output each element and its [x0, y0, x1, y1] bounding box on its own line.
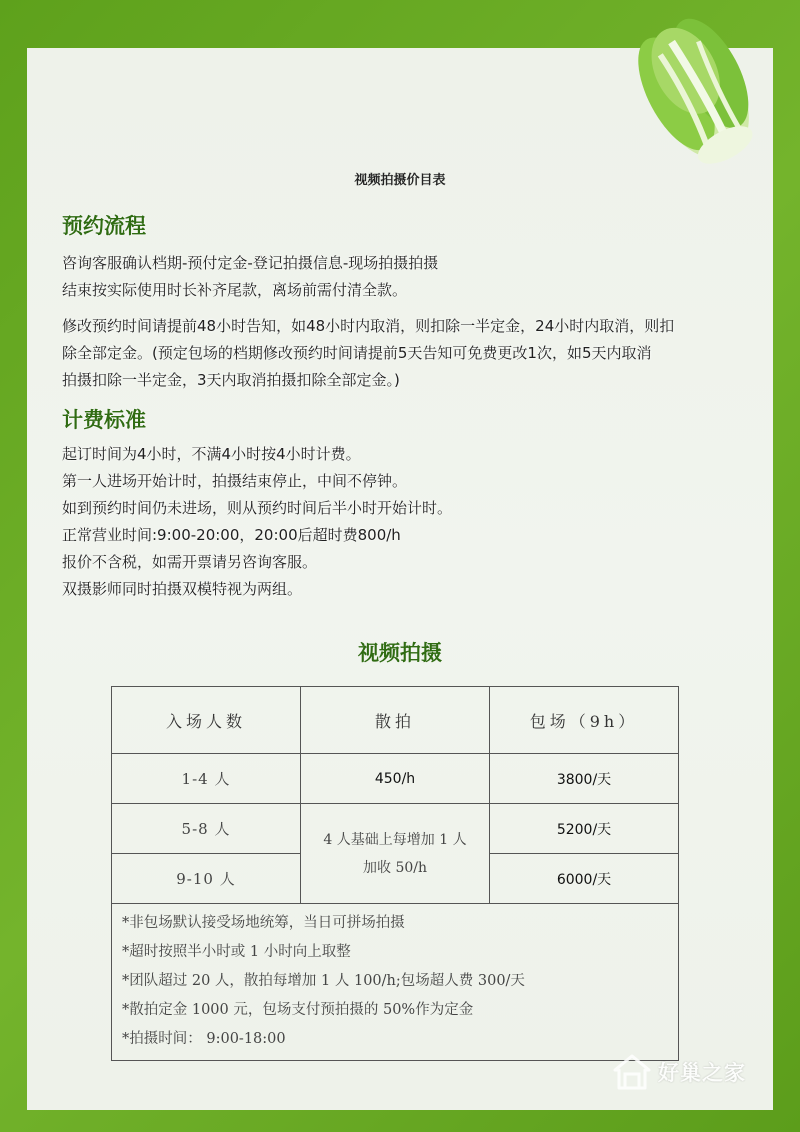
watermark	[612, 1052, 746, 1092]
booking-line: 除全部定金。(预定包场的档期修改预约时间请提前5天告知可免费更改1次，如5天内取消	[62, 344, 652, 362]
watermark-text: 好巢之家	[658, 1061, 746, 1085]
people-count: 1-4 人	[112, 754, 301, 804]
note-line: *非包场默认接受场地统筹，当日可拼场拍摄	[122, 915, 405, 931]
header-full: 包场（9h）	[490, 687, 679, 754]
booking-flow-text	[62, 250, 762, 304]
full-price: 5200/天	[490, 804, 679, 854]
billing-line: 第一人进场开始计时，拍摄结束停止，中间不停钟。	[62, 472, 408, 490]
billing-heading: 计费标准	[62, 408, 146, 432]
casual-price: 450/h	[301, 754, 490, 804]
booking-line: 咨询客服确认档期-预付定金-登记拍摄信息-现场拍摄拍摄	[62, 254, 439, 272]
note-line: *超时按照半小时或 1 小时向上取整	[122, 944, 351, 960]
billing-line: 如到预约时间仍未进场，则从预约时间后半小时开始计时。	[62, 499, 453, 517]
table-row	[112, 754, 679, 804]
table-notes	[112, 904, 679, 1061]
full-price: 6000/天	[490, 854, 679, 904]
people-count: 5-8 人	[112, 804, 301, 854]
header-casual: 散拍	[301, 687, 490, 754]
note-line: *团队超过 20 人，散拍每增加 1 人 100/h;包场超人费 300/天	[122, 973, 525, 989]
header-people: 入场人数	[112, 687, 301, 754]
people-count: 9-10 人	[112, 854, 301, 904]
table-title: 视频拍摄	[358, 641, 442, 665]
table-row	[112, 804, 679, 854]
booking-line: 拍摄扣除一半定金，3天内取消拍摄扣除全部定金。)	[62, 371, 400, 389]
document-title: 视频拍摄价目表	[354, 173, 446, 188]
billing-line: 报价不含税，如需开票请另咨询客服。	[62, 553, 318, 571]
booking-change-text	[62, 313, 762, 394]
casual-extra-line: 4 人基础上每增加 1 人	[323, 831, 467, 848]
billing-text	[62, 441, 762, 603]
house-logo-icon	[612, 1053, 652, 1091]
note-line: *散拍定金 1000 元，包场支付预拍摄的 50%作为定金	[122, 1002, 474, 1018]
billing-line: 起订时间为4小时，不满4小时按4小时计费。	[62, 445, 361, 463]
table-notes-row	[112, 904, 679, 1061]
price-table	[111, 686, 679, 1061]
billing-line: 正常营业时间:9:00-20:00，20:00后超时费800/h	[62, 526, 401, 544]
cabbage-illustration	[618, 12, 776, 172]
table-header-row	[112, 687, 679, 754]
booking-line: 结束按实际使用时长补齐尾款，离场前需付清全款。	[62, 281, 408, 299]
casual-extra-line: 加收 50/h	[363, 859, 427, 876]
booking-heading: 预约流程	[62, 214, 146, 238]
casual-extra-price	[301, 804, 490, 904]
booking-line: 修改预约时间请提前48小时告知，如48小时内取消，则扣除一半定金，24小时内取消，则扣	[62, 317, 675, 335]
note-line: *拍摄时间： 9:00-18:00	[122, 1031, 286, 1047]
billing-line: 双摄影师同时拍摄双模特视为两组。	[62, 580, 303, 598]
full-price: 3800/天	[490, 754, 679, 804]
